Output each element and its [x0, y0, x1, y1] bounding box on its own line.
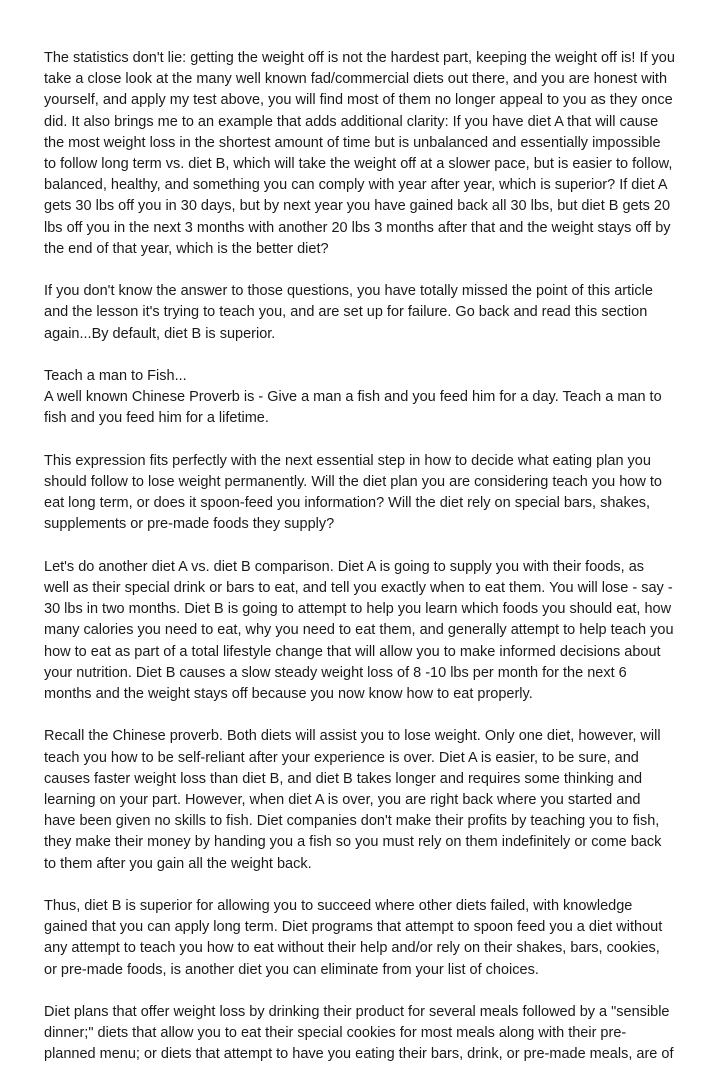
text-line: they make their money by handing you a fish so you must rely on them indefinitely or come back	[44, 834, 662, 851]
paragraph	[44, 726, 684, 874]
text-line: eat long term, or does it spoon-feed you information? Will the diet rely on special bars, shakes,	[44, 495, 651, 512]
paragraph	[44, 557, 684, 705]
text-line: Thus, diet B is superior for allowing you to succeed where other diets failed, with knowledge	[44, 898, 633, 915]
text-line: planned menu; or diets that attempt to have you eating their bars, drink, or pre-made meals, are of	[44, 1046, 674, 1063]
text-line: gained that you can apply long term. Diet programs that attempt to spoon feed you a diet without	[44, 919, 663, 936]
text-line: and the lesson it's trying to teach you, and are set up for failure. Go back and read this section	[44, 304, 648, 321]
paragraph	[44, 1002, 684, 1066]
text-line: Let's do another diet A vs. diet B comparison. Diet A is going to supply you with their foods, as	[44, 558, 645, 575]
text-line: many calories you need to eat, why you need to eat them, and generally attempt to help teach you	[44, 622, 674, 639]
text-line: how to eat as part of a total lifestyle change that will allow you to make informed decisions about	[44, 643, 661, 660]
text-line: the end of that year, which is the better diet?	[44, 240, 329, 257]
text-line: This expression fits perfectly with the next essential step in how to decide what eating plan you	[44, 452, 651, 469]
text-line: causes faster weight loss than diet B, and diet B takes longer and requires some thinking and	[44, 770, 643, 787]
text-line: should follow to lose weight permanently. Will the diet plan you are considering teach you how to	[44, 474, 662, 491]
paragraph	[44, 366, 684, 430]
text-line: did. It also brings me to an example that adds additional clarity: If you have diet A that will cause	[44, 113, 659, 130]
text-line: balanced, healthy, and something you can comply with year after year, which is superior? If diet A	[44, 177, 668, 194]
text-line: Recall the Chinese proverb. Both diets will assist you to lose weight. Only one diet, however, will	[44, 728, 661, 745]
text-line: yourself, and apply my test above, you will find most of them no longer appeal to you as they once	[44, 92, 673, 109]
text-line: teach you how to be self-reliant after your experience is over. Diet A is easier, to be sure, and	[44, 749, 639, 766]
text-line: the most weight loss in the shortest amount of time but is unbalanced and essentially impossible	[44, 134, 661, 151]
text-line: 30 lbs in two months. Diet B is going to attempt to help you learn which foods you should eat, how	[44, 601, 672, 618]
text-line: to follow long term vs. diet B, which will take the weight off at a slower pace, but is easier to follow,	[44, 156, 673, 173]
text-line: again...By default, diet B is superior.	[44, 325, 276, 342]
text-line: fish and you feed him for a lifetime.	[44, 410, 269, 427]
text-line: your nutrition. Diet B causes a slow steady weight loss of 8 -10 lbs per month for the next 6	[44, 664, 627, 681]
paragraph	[44, 281, 684, 345]
text-line: learning on your part. However, when diet A is over, you are right back where you started and	[44, 792, 641, 809]
text-line: or pre-made foods, is another diet you can eliminate from your list of choices.	[44, 961, 539, 978]
paragraph	[44, 896, 684, 981]
text-line: any attempt to teach you how to eat without their help and/or rely on their shakes, bars, cookies,	[44, 940, 660, 957]
text-line: A well known Chinese Proverb is - Give a man a fish and you feed him for a day. Teach a man to	[44, 389, 662, 406]
text-line: The statistics don't lie: getting the weight off is not the hardest part, keeping the weight off is! If you	[44, 50, 675, 66]
text-line: Diet plans that offer weight loss by drinking their product for several meals followed by a "sensible	[44, 1004, 670, 1021]
text-line: dinner;" diets that allow you to eat their special cookies for most meals along with their pre-	[44, 1025, 627, 1042]
text-line: Teach a man to Fish...	[44, 368, 187, 385]
paragraph	[44, 451, 684, 536]
text-line: well as their special drink or bars to eat, and tell you exactly when to eat them. You will lose - say -	[44, 580, 673, 597]
text-line: If you don't know the answer to those questions, you have totally missed the point of this article	[44, 283, 653, 300]
text-line: months and the weight stays off because you now know how to eat properly.	[44, 686, 533, 703]
text-line: gets 30 lbs off you in 30 days, but by next year you have gained back all 30 lbs, but diet B gets 20	[44, 198, 671, 215]
text-line: take a close look at the many well known fad/commercial diets out there, and you are honest with	[44, 71, 668, 88]
paragraph	[44, 48, 684, 260]
document-page	[44, 48, 684, 1087]
text-line: lbs off you in the next 3 months with another 20 lbs 3 months after that and the weight stays off by	[44, 219, 671, 236]
text-line: to them after you gain all the weight back.	[44, 855, 312, 872]
text-line: have been given no skills to fish. Diet companies don't make their profits by teaching you to fish,	[44, 813, 660, 830]
text-line: supplements or pre-made foods they supply?	[44, 516, 335, 533]
